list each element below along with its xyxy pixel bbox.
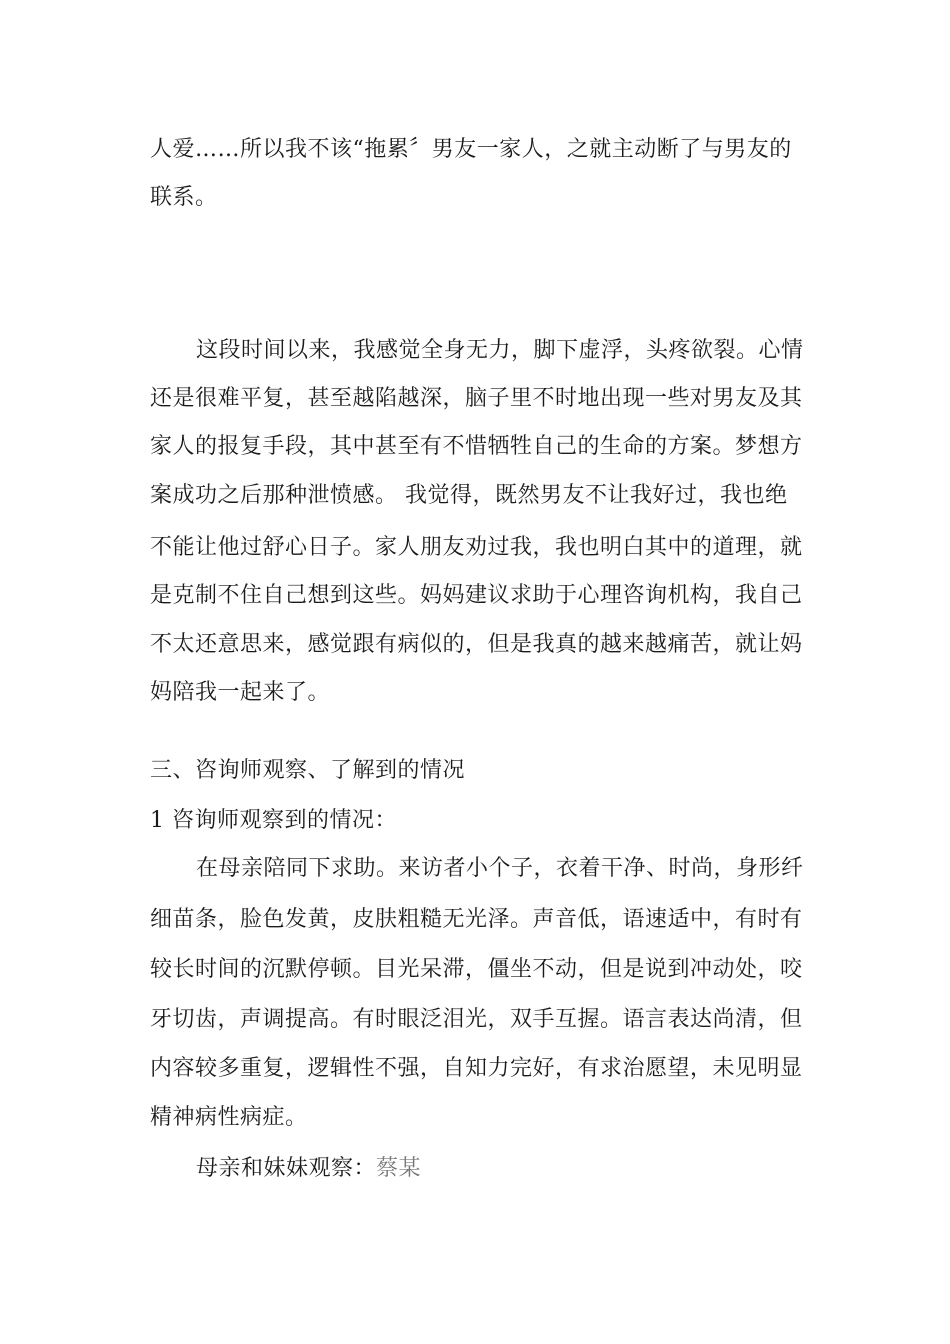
paragraph-line: 家人的报复手段，其中甚至有不惜牺牲自己的生命的方案。梦想方 xyxy=(150,434,803,459)
paragraph-line: 在母亲陪同下求助。来访者小个子，衣着干净、时尚，身形纤 xyxy=(196,856,804,881)
paragraph-line: 妈陪我一起来了。 xyxy=(150,680,331,705)
paragraph-line: 联系。 xyxy=(150,185,218,210)
paragraph-line: 内容较多重复，逻辑性不强，自知力完好，有求治愿望，未见明显 xyxy=(150,1056,803,1081)
paragraph-line: 不能让他过舒心日子。家人朋友劝过我，我也明白其中的道理，就 xyxy=(150,535,803,560)
subheading: 1 咨询师观察到的情况： xyxy=(150,808,397,833)
paragraph-line: 人爱……所以我不该“拖累〞男友一家人，之就主动断了与男友的 xyxy=(150,137,792,162)
paragraph-line: 牙切齿，声调提高。有时眼泛泪光，双手互握。语言表达尚清，但 xyxy=(150,1007,803,1032)
paragraph-line: 案成功之后那种泄愤感。 我觉得，既然男友不让我好过，我也绝 xyxy=(150,483,788,508)
paragraph-line: 是克制不住自己想到这些。妈妈建议求助于心理咨询机构，我自己 xyxy=(150,583,803,608)
section-heading: 三、咨询师观察、了解到的情况 xyxy=(150,758,466,783)
observation-line xyxy=(196,1154,856,1184)
paragraph-line: 这段时间以来，我感觉全身无力，脚下虚浮，头疼欲裂。心情 xyxy=(196,338,804,363)
paragraph-line: 较长时间的沉默停顿。目光呆滞，僵坐不动，但是说到冲动处，咬 xyxy=(150,957,803,982)
observation-label: 母亲和妹妹观察： xyxy=(196,1156,377,1181)
paragraph-line: 精神病性病症。 xyxy=(150,1105,308,1130)
paragraph-line: 细苗条，脸色发黄，皮肤粗糙无光泽。声音低，语速适中，有时有 xyxy=(150,907,803,932)
paragraph-line: 不太还意思来，感觉跟有病似的，但是我真的越来越痛苦，就让妈 xyxy=(150,632,803,657)
paragraph-line: 还是很难平复，甚至越陷越深，脑子里不时地出现一些对男友及其 xyxy=(150,386,803,411)
observation-name: 蔡某 xyxy=(376,1156,422,1181)
